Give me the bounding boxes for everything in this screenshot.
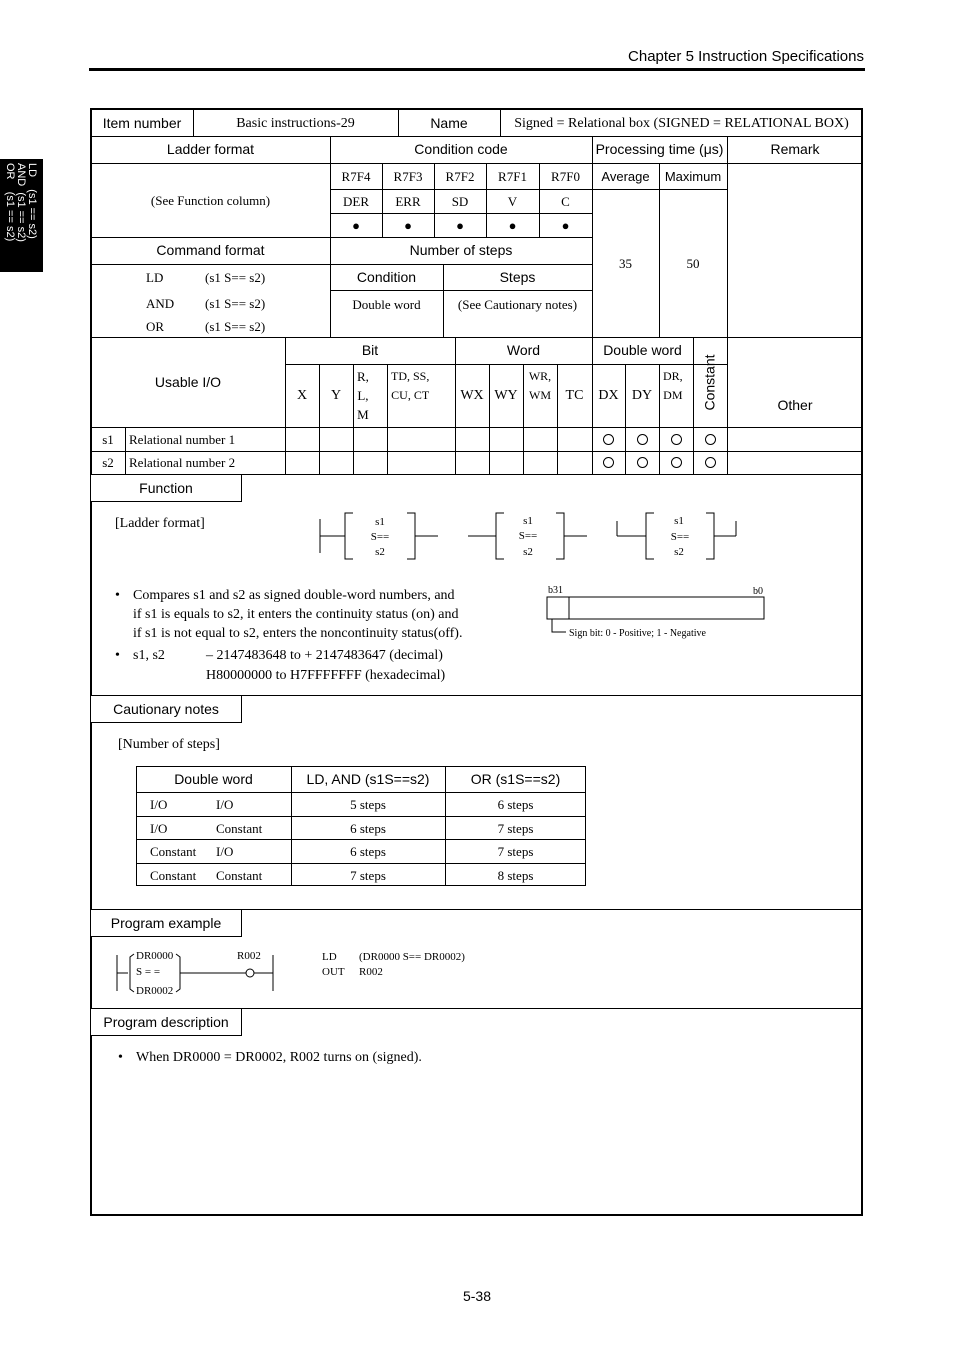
and-box-bot: s2 [523, 546, 533, 558]
io-col-rlm: R, L, M [357, 369, 369, 422]
io-row-s2-id: s2 [102, 455, 114, 470]
io-s2-drdm-mark [659, 451, 693, 474]
io-s1-drdm-mark [659, 427, 693, 451]
steps-header-or: OR (s1S==s2) [470, 770, 561, 787]
steps-value: (See Cautionary notes) [457, 296, 578, 312]
example-line-2-arg: R002 [359, 966, 383, 978]
command-arg-and: (s1 S== s2) [205, 295, 266, 311]
command-arg-or: (s1 S== s2) [205, 318, 266, 334]
side-tab [0, 159, 43, 272]
ld-box-bot: s2 [375, 546, 385, 558]
cc-reg-1: R7F3 [393, 168, 423, 184]
ladder-format-label: Ladder format [166, 141, 255, 157]
steps-row-1-ld: 5 steps [350, 797, 386, 812]
io-s2-dx-mark [592, 451, 625, 474]
io-col-drdm: DR, DM [663, 369, 683, 402]
io-col-wx: WX [460, 388, 484, 403]
example-line-1-op: LD [322, 951, 337, 963]
condition-code-label: Condition code [414, 141, 508, 157]
cautionary-notes-tab: Cautionary notes [91, 696, 242, 723]
number-of-steps-caption: [Number of steps] [118, 737, 220, 752]
io-col-wrwm: WR, WM [528, 369, 552, 402]
program-example-ladder [110, 945, 490, 1000]
chapter-header: Chapter 5 Instruction Specifications [628, 48, 864, 65]
steps-header-ld-and: LD, AND (s1S==s2) [306, 770, 430, 787]
bullet-2-mark: • [115, 648, 120, 663]
io-s1-dx-mark [592, 427, 625, 451]
io-col-wy: WY [494, 388, 518, 403]
io-col-y: Y [330, 388, 342, 403]
ladder-format-caption: [Ladder format] [115, 516, 205, 531]
function-bullet-1-line-1: Compares s1 and s2 as signed double-word numbers, and [133, 588, 455, 603]
io-col-x: X [296, 388, 308, 403]
example-box-top: DR0000 [136, 950, 174, 962]
steps-row-4-or: 8 steps [497, 867, 534, 883]
average-value: 35 [619, 255, 632, 271]
bullet-1-mark: • [115, 588, 120, 603]
cc-name-0: DER [343, 193, 369, 209]
cc-name-1: ERR [395, 193, 421, 209]
cc-name-2: SD [451, 193, 469, 209]
cc-mark-1: ● [404, 217, 412, 233]
item-number-label: Item number [102, 114, 182, 131]
sign-bit-diagram [540, 580, 770, 642]
steps-label: Steps [499, 268, 536, 285]
command-op-ld: LD [146, 269, 164, 285]
number-of-steps-label: Number of steps [409, 242, 513, 258]
average-label: Average [601, 168, 650, 184]
or-box-bot: s2 [674, 546, 684, 558]
steps-row-2-ld: 6 steps [350, 820, 386, 836]
other-label: Other [777, 397, 813, 413]
cc-reg-3: R7F1 [498, 168, 527, 184]
io-row-s2-desc: Relational number 2 [129, 455, 236, 470]
example-box-mid: S = = [136, 966, 161, 978]
io-s2-dy-mark [625, 451, 659, 474]
example-coil-label: R002 [237, 950, 261, 962]
and-box-mid: S== [518, 530, 538, 542]
cc-reg-4: R7F0 [551, 168, 580, 184]
steps-row-2-or: 7 steps [497, 820, 534, 836]
steps-row-3-ld: 6 steps [350, 844, 386, 859]
example-line-2-op: OUT [322, 966, 345, 978]
usable-io-label: Usable I/O [154, 373, 222, 390]
io-col-tc: TC [565, 388, 584, 403]
description-bullet-mark: • [118, 1050, 123, 1065]
steps-row-1-a: I/O [150, 797, 168, 812]
steps-row-2-a: I/O [150, 820, 168, 836]
or-box-mid: S== [670, 531, 690, 543]
steps-row-4-a: Constant [150, 867, 197, 883]
steps-row-2-b: Constant [216, 820, 263, 836]
double-word-label: Double word [603, 342, 682, 358]
command-format-label: Command format [156, 242, 265, 258]
cc-reg-2: R7F2 [445, 168, 475, 184]
cc-name-4: C [561, 193, 570, 209]
steps-row-3-b: I/O [216, 844, 234, 859]
io-row-s1-id: s1 [102, 431, 114, 447]
name-label: Name [430, 114, 468, 131]
bit-label: Bit [361, 342, 379, 358]
function-bullet-1-line-2: if s1 is equals to s2, it enters the continuity status (on) and [133, 607, 459, 622]
function-bullet-2-label: s1, s2 [133, 648, 165, 663]
bit-b31-label: b31 [548, 585, 563, 596]
steps-row-4-b: Constant [216, 867, 263, 883]
cc-name-3: V [507, 193, 518, 209]
command-op-and: AND [146, 295, 175, 311]
condition-value: Double word [352, 296, 421, 312]
sign-bit-note: Sign bit: 0 - Positive; 1 - Negative [569, 628, 706, 639]
function-tab: Function [91, 475, 242, 502]
cc-reg-0: R7F4 [341, 168, 371, 184]
steps-row-1-or: 6 steps [497, 797, 534, 812]
function-bullet-1-line-3: if s1 is not equal to s2, enters the noncontinuity status(off). [133, 626, 463, 641]
io-col-timers: TD, SS, CU, CT [391, 369, 430, 402]
constant-label [693, 337, 727, 427]
remark-label: Remark [770, 141, 820, 157]
item-number-value: Basic instructions-29 [236, 115, 355, 131]
io-row-s1-desc: Relational number 1 [129, 431, 236, 447]
steps-row-3-a: Constant [150, 844, 197, 859]
ld-box-top: s1 [375, 516, 385, 528]
program-example-tab: Program example [91, 910, 242, 937]
io-s2-constant-mark [693, 451, 727, 474]
or-box-top: s1 [674, 515, 684, 527]
program-description-text: When DR0000 = DR0002, R002 turns on (signed). [136, 1050, 422, 1065]
header-rule [89, 68, 865, 71]
io-col-dx: DX [598, 388, 619, 403]
side-tab-text: LD (s1 == s2) AND (s1 == s2) OR (s1 == s2) [4, 163, 38, 242]
and-box-top: s1 [523, 515, 533, 527]
cc-mark-4: ● [561, 217, 570, 233]
io-s1-dy-mark [625, 427, 659, 451]
ld-box-mid: S== [370, 531, 390, 543]
steps-row-3-or: 7 steps [497, 844, 534, 859]
program-description-tab: Program description [91, 1009, 242, 1036]
condition-label: Condition [356, 268, 417, 285]
io-col-dy: DY [631, 388, 653, 403]
steps-row-1-b: I/O [216, 797, 234, 812]
example-box-bot: DR0002 [136, 985, 174, 997]
cc-mark-0: ● [352, 217, 360, 233]
command-arg-ld: (s1 S== s2) [205, 269, 266, 285]
word-label: Word [506, 342, 541, 358]
ladder-format-diagrams [300, 505, 750, 565]
name-value: Signed = Relational box (SIGNED = RELATIONAL BOX) [514, 115, 849, 131]
bit-b0-label: b0 [753, 586, 763, 597]
cc-mark-2: ● [456, 217, 464, 233]
io-s1-constant-mark [693, 427, 727, 451]
function-bullet-2-line-2: H80000000 to H7FFFFFFF (hexadecimal) [206, 668, 446, 683]
see-function-text: (See Function column) [150, 192, 271, 208]
maximum-value: 50 [686, 255, 700, 271]
example-line-1-arg: (DR0000 S== DR0002) [359, 951, 465, 963]
processing-time-label: Processing time (μs) [595, 141, 724, 157]
cc-mark-3: ● [508, 217, 517, 233]
command-op-or: OR [146, 318, 165, 334]
maximum-label: Maximum [664, 168, 722, 184]
steps-row-4-ld: 7 steps [350, 867, 386, 883]
function-bullet-2-line-1: – 2147483648 to + 2147483647 (decimal) [206, 648, 443, 663]
steps-header-double-word: Double word [174, 770, 253, 787]
constant-label-text: Constant [701, 353, 718, 411]
page-number: 5-38 [462, 1288, 492, 1304]
